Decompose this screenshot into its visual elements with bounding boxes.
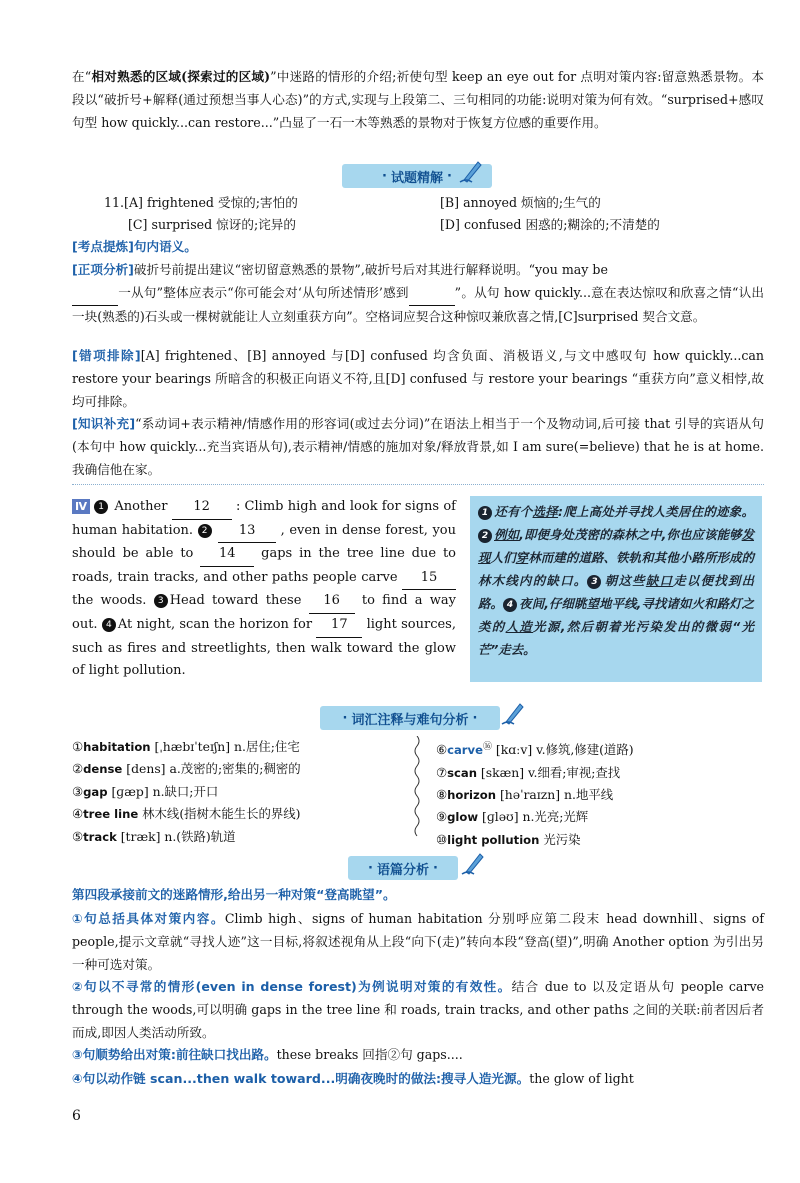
blank-17: 17 xyxy=(316,614,362,638)
translation-2-underline-c: 穿 xyxy=(515,550,529,565)
heading-vocab: · 词汇注释与难句分析 · xyxy=(320,706,500,730)
vocab-num: ⑧ xyxy=(436,786,448,802)
section-divider xyxy=(72,484,764,485)
vocab-def: [skæn] v.细看;审视;查找 xyxy=(476,764,621,780)
blank-15: 15 xyxy=(402,567,456,591)
vocab-item xyxy=(436,806,634,828)
option-a-text: frightened 受惊的;害怕的 xyxy=(146,195,298,210)
blank-13: 13 xyxy=(218,520,276,544)
vocab-frequency-mark: ⑯ xyxy=(482,742,492,752)
intro-text-rest: ”中迷路的情形的介绍;祈使句型 keep an eye out for 点明对策内容:留意熟悉景物。本段以“破折号+解释(通过预想当事人心态)”的方式,实现与上段第二、三句相同的功能:说明对策为何有效。“surprised+感叹句型 how quickly...can restore...”凸显了一石一木等熟悉的景物对于恢复方位感的重要作用。 xyxy=(72,69,764,130)
vocab-def: [dens] a.茂密的;密集的;稠密的 xyxy=(122,761,301,777)
vocab-word: carve xyxy=(447,743,483,758)
knowledge-text: “系动词+表示精神/情感作用的形容词(或过去分词)”在语法上相当于一个及物动词,后可接 that 引导的宾语从句(本句中 how quickly...充当宾语从句),表示精神/情感的施加对象/释放背景,如 I am sure(=believe) that he is at home.我确信他在家。 xyxy=(72,416,765,477)
sentence-2-end: the woods. xyxy=(72,593,147,609)
sentence-marker-4: 4 xyxy=(102,618,116,632)
pen-icon xyxy=(500,700,526,726)
sentence-3-start: Head toward these xyxy=(169,593,302,609)
intro-text-start: 在“ xyxy=(72,69,92,84)
vocab-num: ② xyxy=(72,761,84,777)
vocab-num: ⑨ xyxy=(436,809,448,825)
sentence-marker-3: 3 xyxy=(154,594,168,608)
point-tag: [考点提炼] xyxy=(72,239,134,254)
analysis-1-bold: ①句总括具体对策内容。 xyxy=(72,911,225,926)
vocab-word: horizon xyxy=(447,787,496,802)
vocab-num: ⑥ xyxy=(436,742,448,758)
translation-2-underline: 例如 xyxy=(494,527,520,542)
translation-3a: 朝这些 xyxy=(603,573,646,588)
vocab-word: tree line xyxy=(83,807,139,822)
sentence-1-end: : Climb high and look for signs of human habitation. xyxy=(72,499,456,538)
knowledge-section xyxy=(72,413,764,481)
blank-14: 14 xyxy=(200,543,254,567)
translation-2b: 人们 xyxy=(490,550,516,565)
analysis-summary xyxy=(72,884,764,907)
translation-4a: 夜间,仔细眺望地平线,寻找诸如火和路灯之类的 xyxy=(478,596,755,634)
translation-4b: 光源,然后朝着光污染发出的微弱“光芒”走去。 xyxy=(478,619,755,657)
paragraph-number-badge: Ⅳ xyxy=(72,499,90,514)
vocab-word: glow xyxy=(447,810,479,825)
analysis-2-text: 结合 due to 以及定语从句 people carve through the woods,可以明确 gaps in the tree line 和 roads, train tracks, and other paths 之间的关联:前者因后者而成,即因人类活动所致。 xyxy=(72,979,765,1040)
vocab-num: ① xyxy=(72,739,84,754)
vocab-num: ⑤ xyxy=(72,828,84,844)
analysis-point-4 xyxy=(72,1068,764,1091)
answer-blank-1 xyxy=(72,282,118,306)
option-a xyxy=(104,193,298,213)
vocab-def: [ɡləʊ] n.光亮;光辉 xyxy=(478,809,589,825)
vocab-def: [həˈraɪzn] n.地平线 xyxy=(496,786,614,802)
vocab-item xyxy=(436,736,634,762)
analysis-point-2 xyxy=(72,976,764,1044)
vocab-item xyxy=(72,826,301,848)
option-d-text: confused 困惑的;糊涂的;不清楚的 xyxy=(463,217,660,232)
option-b-letter: [B] xyxy=(440,195,460,210)
heading-exam-analysis: · 试题精解 · xyxy=(342,164,492,188)
option-b-text: annoyed 烦恼的;生气的 xyxy=(463,195,601,210)
blank-16: 16 xyxy=(309,590,355,614)
translation-marker-3: 3 xyxy=(587,575,601,589)
pen-icon xyxy=(458,158,484,184)
intro-paragraph xyxy=(72,66,764,134)
vocab-def: [kɑːv] v.修筑,修建(道路) xyxy=(491,742,634,758)
sentence-4-end: light sources, such as fires and streetlights, then walk toward the glow of light pollution. xyxy=(72,616,456,679)
page-number: 6 xyxy=(72,1108,81,1124)
analysis-point-1 xyxy=(72,908,764,976)
correct-text-1: 破折号前提出建议“密切留意熟悉的景物”,破折号后对其进行解释说明。“you may be xyxy=(133,262,608,277)
vocab-item xyxy=(436,829,634,851)
option-c xyxy=(128,215,296,235)
wrong-options-section xyxy=(72,345,764,413)
translation-marker-1: 1 xyxy=(478,506,492,520)
point-section xyxy=(72,236,764,259)
analysis-4-bold: ④句以动作链 scan...then walk toward...明确夜晚时的做法:搜寻人造光源。 xyxy=(72,1071,530,1086)
correct-tag: [正项分析] xyxy=(72,262,134,277)
vocab-item xyxy=(72,803,301,825)
vocab-item xyxy=(436,762,634,784)
translation-2c: 林而建的道路、铁轨和其他小路所形成的林木线内的缺口。 xyxy=(478,550,755,588)
translation-box xyxy=(470,496,762,682)
translation-marker-4: 4 xyxy=(503,598,517,612)
pen-icon xyxy=(460,850,486,876)
option-b xyxy=(440,193,601,213)
answer-blank-2 xyxy=(409,282,455,306)
question-number: 11. xyxy=(104,195,125,210)
vocab-list-left xyxy=(72,736,301,848)
vocab-list-right xyxy=(436,736,634,851)
vocab-word: habitation xyxy=(83,740,151,754)
translation-marker-2: 2 xyxy=(478,529,492,543)
translation-3b: 走以便找到出路。 xyxy=(478,573,755,611)
analysis-summary-text: 第四段承接前文的迷路情形,给出另一种对策“登高眺望”。 xyxy=(72,887,396,902)
vocab-item xyxy=(436,784,634,806)
passage-paragraph xyxy=(72,496,456,683)
vocab-def: [ɡæp] n.缺口;开口 xyxy=(107,783,219,799)
vocab-item xyxy=(72,781,301,803)
vocab-def: 光污染 xyxy=(539,831,581,847)
vocab-word: light pollution xyxy=(447,832,540,847)
vocab-num: ③ xyxy=(72,783,84,799)
sentence-1-start: Another xyxy=(114,499,168,514)
vocab-word: gap xyxy=(83,784,108,799)
vocab-word: scan xyxy=(447,765,477,780)
correct-text-3: ”。从句 how quickly...意在表达惊叹和欣喜之情“认出一块(熟悉的)石头或一棵树就能让人立刻重获方向”。空格词应契合这种惊叹兼欣喜之情,[C]surprised 契合文意。 xyxy=(72,284,764,324)
vocab-word: track xyxy=(83,829,117,844)
analysis-2-bold: ②句以不寻常的情形(even in dense forest)为例说明对策的有效性。 xyxy=(72,979,512,994)
sentence-marker-2: 2 xyxy=(198,524,212,538)
intro-bold-phrase: 相对熟悉的区域(探索过的区域) xyxy=(91,69,271,84)
translation-2a: ,即便身处茂密的森林之中,你也应该能够 xyxy=(519,527,742,542)
analysis-3-text: these breaks 回指②句 gaps.... xyxy=(276,1047,463,1062)
analysis-4-text: the glow of light xyxy=(529,1071,634,1086)
knowledge-tag: [知识补充] xyxy=(72,416,136,431)
option-c-letter: [C] xyxy=(128,217,148,232)
correct-text-2: 一从句”整体应表示“你可能会对‘从句所述情形’感到 xyxy=(118,284,409,300)
heading-exam-text: 试题精解 xyxy=(390,170,443,186)
vocab-num: ⑦ xyxy=(436,764,448,780)
sentence-2-middle: gaps in the tree line due to roads, train tracks, and other paths people carve xyxy=(72,546,456,585)
correct-analysis-section xyxy=(72,259,764,328)
analysis-1-text: Climb high、signs of human habitation 分别呼应第二段末 head downhill、signs of people,提示文章就“寻找人迹”这一目标,将叙述视角从上段“向下(走)”转向本段“登高(望)”,明确 Another option 为引出另一种可选对策。 xyxy=(72,911,764,972)
translation-2-underline-b: 发现 xyxy=(478,527,755,565)
heading-discourse-analysis: · 语篇分析 · xyxy=(348,856,458,880)
heading-analysis-text: 语篇分析 xyxy=(376,862,429,878)
translation-1-underline: 选择 xyxy=(532,504,559,519)
vocab-def: [træk] n.(铁路)轨道 xyxy=(116,828,236,844)
option-d-letter: [D] xyxy=(440,217,460,232)
translation-1b: :爬上高处并寻找人类居住的迹象。 xyxy=(558,504,754,519)
vocab-num: ④ xyxy=(72,806,84,822)
vocab-num: ⑩ xyxy=(436,831,448,847)
point-text: 句内语义。 xyxy=(133,239,197,254)
heading-vocab-text: 词汇注释与难句分析 xyxy=(351,712,469,728)
sentence-2-start: , even in dense forest, you should be able to xyxy=(72,522,456,562)
analysis-point-3 xyxy=(72,1044,764,1067)
column-divider-squiggle xyxy=(412,736,422,838)
translation-3-underline: 缺口 xyxy=(645,573,674,588)
translation-4-underline: 人造 xyxy=(505,619,534,634)
vocab-word: dense xyxy=(83,762,123,777)
sentence-marker-1: 1 xyxy=(94,500,108,514)
option-c-text: surprised 惊讶的;诧异的 xyxy=(151,217,296,232)
option-d xyxy=(440,215,660,235)
wrong-text: [A] frightened、[B] annoyed 与[D] confused 均含负面、消极语义,与文中感叹句 how quickly...can restore your bearings 所暗含的积极正向语义不符,且[D] confused 与 restore your bearings “重获方向”意义相悖,故均可排除。 xyxy=(72,348,765,409)
vocab-item xyxy=(72,736,301,758)
blank-12: 12 xyxy=(172,496,232,520)
analysis-3-bold: ③句顺势给出对策:前往缺口找出路。 xyxy=(72,1047,277,1062)
wrong-tag: [错项排除] xyxy=(72,348,141,363)
vocab-def: [ˌhæbɪˈteɪʃn] n.居住;住宅 xyxy=(150,739,300,754)
sentence-4-start: At night, scan the horizon for xyxy=(117,616,313,632)
translation-1a: 还有个 xyxy=(494,504,533,519)
sentence-3-end: to find a way out. xyxy=(72,593,456,632)
vocab-def: 林木线(指树木能生长的界线) xyxy=(138,806,301,822)
option-a-letter: [A] xyxy=(124,195,143,210)
vocab-item xyxy=(72,758,301,780)
